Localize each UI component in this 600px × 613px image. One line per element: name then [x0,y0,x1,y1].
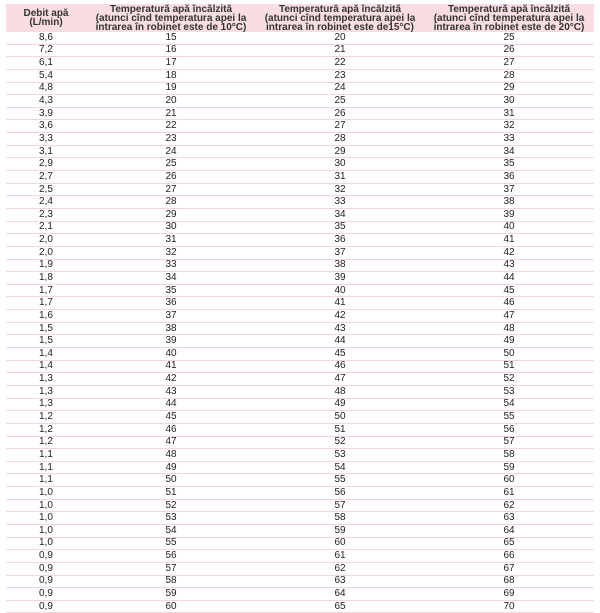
cell-temp-15c: 59 [256,524,424,537]
table-row [6,575,594,588]
cell-temp-15c: 45 [256,348,424,361]
cell-temp-15c: 58 [256,512,424,525]
cell-water-flow: 0,9 [6,562,86,575]
header-line: Temperatură apă încălzită [278,3,402,15]
cell-temp-10c: 17 [86,57,256,70]
cell-temp-10c: 47 [86,436,256,449]
cell-temp-20c: 63 [424,512,594,525]
cell-temp-15c: 64 [256,588,424,601]
cell-temp-15c: 65 [256,600,424,613]
cell-temp-20c: 41 [424,234,594,247]
cell-temp-15c: 50 [256,411,424,424]
cell-temp-20c: 53 [424,385,594,398]
cell-temp-15c: 57 [256,499,424,512]
cell-water-flow: 4,3 [6,95,86,108]
cell-temp-10c: 53 [86,512,256,525]
cell-temp-15c: 27 [256,120,424,133]
cell-water-flow: 1,4 [6,348,86,361]
cell-temp-10c: 33 [86,259,256,272]
cell-temp-10c: 46 [86,423,256,436]
cell-temp-10c: 35 [86,284,256,297]
cell-temp-10c: 20 [86,95,256,108]
cell-temp-20c: 25 [424,32,594,44]
header-line: Debit apă [23,8,69,19]
table-row [6,284,594,297]
cell-temp-10c: 60 [86,600,256,613]
table-row [6,297,594,310]
cell-temp-10c: 44 [86,398,256,411]
cell-temp-20c: 62 [424,499,594,512]
table-row [6,474,594,487]
cell-water-flow: 1,3 [6,385,86,398]
cell-temp-15c: 33 [256,196,424,209]
table-row [6,95,594,108]
cell-temp-10c: 27 [86,183,256,196]
cell-water-flow: 1,1 [6,449,86,462]
cell-temp-15c: 32 [256,183,424,196]
cell-temp-15c: 61 [256,550,424,563]
cell-temp-15c: 56 [256,487,424,500]
cell-temp-10c: 18 [86,69,256,82]
cell-water-flow: 1,2 [6,411,86,424]
table-row [6,436,594,449]
cell-temp-15c: 46 [256,360,424,373]
cell-water-flow: 1,7 [6,284,86,297]
cell-water-flow: 0,9 [6,588,86,601]
header-line: (L/min) [29,17,63,28]
cell-temp-10c: 43 [86,385,256,398]
cell-temp-15c: 51 [256,423,424,436]
table-row [6,423,594,436]
cell-water-flow: 2,5 [6,183,86,196]
table-row [6,158,594,171]
cell-temp-20c: 48 [424,322,594,335]
cell-water-flow: 3,9 [6,107,86,120]
cell-water-flow: 8,6 [6,32,86,44]
cell-temp-20c: 64 [424,524,594,537]
cell-temp-10c: 24 [86,145,256,158]
cell-water-flow: 0,9 [6,550,86,563]
cell-temp-10c: 48 [86,449,256,462]
cell-temp-10c: 50 [86,474,256,487]
table-row [6,600,594,613]
cell-temp-20c: 60 [424,474,594,487]
cell-temp-15c: 39 [256,272,424,285]
cell-temp-20c: 58 [424,449,594,462]
cell-temp-10c: 22 [86,120,256,133]
table-row [6,82,594,95]
cell-temp-15c: 60 [256,537,424,550]
table-row [6,512,594,525]
cell-temp-10c: 16 [86,44,256,57]
cell-temp-10c: 42 [86,373,256,386]
table-row [6,272,594,285]
header-line: intrarea în robinet este de 20°C) [433,21,585,33]
cell-water-flow: 3,1 [6,145,86,158]
cell-water-flow: 1,8 [6,272,86,285]
cell-temp-15c: 53 [256,449,424,462]
cell-temp-15c: 63 [256,575,424,588]
header-line: (atunci cînd temperatura apei la [95,12,247,24]
table-row [6,373,594,386]
cell-water-flow: 1,1 [6,461,86,474]
cell-temp-20c: 68 [424,575,594,588]
cell-temp-10c: 49 [86,461,256,474]
table-row [6,322,594,335]
cell-temp-10c: 28 [86,196,256,209]
table-row [6,411,594,424]
cell-temp-10c: 59 [86,588,256,601]
cell-temp-20c: 44 [424,272,594,285]
cell-temp-10c: 26 [86,171,256,184]
cell-temp-20c: 28 [424,69,594,82]
cell-temp-20c: 30 [424,95,594,108]
cell-temp-15c: 31 [256,171,424,184]
cell-temp-15c: 25 [256,95,424,108]
cell-water-flow: 0,9 [6,600,86,613]
cell-temp-20c: 51 [424,360,594,373]
table-header [6,4,594,32]
table-row [6,360,594,373]
cell-water-flow: 2,4 [6,196,86,209]
header-line: Temperatură apă încălzită [447,3,571,15]
cell-water-flow: 2,1 [6,221,86,234]
cell-temp-20c: 70 [424,600,594,613]
cell-water-flow: 1,4 [6,360,86,373]
cell-temp-10c: 25 [86,158,256,171]
cell-temp-20c: 46 [424,297,594,310]
cell-temp-10c: 37 [86,310,256,323]
cell-water-flow: 1,2 [6,423,86,436]
cell-temp-15c: 41 [256,297,424,310]
table-row [6,145,594,158]
cell-temp-20c: 50 [424,348,594,361]
header-temp-10c [86,4,256,32]
cell-temp-10c: 45 [86,411,256,424]
cell-water-flow: 1,2 [6,436,86,449]
table-row [6,449,594,462]
cell-temp-15c: 29 [256,145,424,158]
cell-temp-20c: 40 [424,221,594,234]
cell-water-flow: 1,5 [6,335,86,348]
cell-water-flow: 1,7 [6,297,86,310]
cell-temp-10c: 36 [86,297,256,310]
cell-water-flow: 6,1 [6,57,86,70]
table-row [6,310,594,323]
header-line: (atunci cînd temperatura apei la [433,12,585,24]
cell-water-flow: 4,8 [6,82,86,95]
cell-temp-20c: 35 [424,158,594,171]
cell-temp-20c: 55 [424,411,594,424]
cell-temp-20c: 66 [424,550,594,563]
table-body [6,32,594,613]
cell-temp-10c: 57 [86,562,256,575]
table-row [6,499,594,512]
cell-temp-10c: 56 [86,550,256,563]
header-line: (atunci cînd temperatura apei la [264,12,416,24]
cell-temp-15c: 48 [256,385,424,398]
header-line: intrarea în robinet este de 10°C) [95,21,247,33]
cell-temp-15c: 44 [256,335,424,348]
cell-water-flow: 0,9 [6,575,86,588]
cell-temp-20c: 31 [424,107,594,120]
cell-temp-20c: 33 [424,133,594,146]
cell-temp-15c: 43 [256,322,424,335]
table-row [6,221,594,234]
cell-water-flow: 1,9 [6,259,86,272]
table-row [6,348,594,361]
table-row [6,32,594,44]
table-row [6,588,594,601]
cell-temp-20c: 59 [424,461,594,474]
table-row [6,120,594,133]
header-row [6,4,594,32]
cell-temp-20c: 65 [424,537,594,550]
cell-temp-15c: 47 [256,373,424,386]
cell-temp-20c: 34 [424,145,594,158]
cell-water-flow: 2,3 [6,208,86,221]
table-row [6,487,594,500]
cell-temp-10c: 19 [86,82,256,95]
cell-temp-15c: 55 [256,474,424,487]
cell-temp-15c: 20 [256,32,424,44]
table-row [6,107,594,120]
cell-temp-20c: 45 [424,284,594,297]
cell-temp-10c: 39 [86,335,256,348]
cell-temp-20c: 61 [424,487,594,500]
cell-temp-15c: 37 [256,246,424,259]
cell-temp-20c: 32 [424,120,594,133]
flow-temperature-table [6,4,594,613]
cell-temp-10c: 32 [86,246,256,259]
table-container [6,4,594,613]
table-row [6,69,594,82]
cell-water-flow: 1,5 [6,322,86,335]
cell-water-flow: 1,3 [6,398,86,411]
cell-temp-10c: 40 [86,348,256,361]
table-row [6,562,594,575]
cell-temp-10c: 23 [86,133,256,146]
header-temp-15c [256,4,424,32]
cell-water-flow: 3,3 [6,133,86,146]
cell-temp-15c: 40 [256,284,424,297]
table-row [6,57,594,70]
cell-temp-10c: 21 [86,107,256,120]
cell-temp-20c: 57 [424,436,594,449]
table-row [6,524,594,537]
cell-temp-10c: 55 [86,537,256,550]
cell-water-flow: 2,9 [6,158,86,171]
cell-water-flow: 1,0 [6,537,86,550]
table-row [6,385,594,398]
cell-temp-20c: 54 [424,398,594,411]
table-row [6,183,594,196]
cell-temp-15c: 42 [256,310,424,323]
cell-water-flow: 1,0 [6,512,86,525]
cell-temp-20c: 52 [424,373,594,386]
cell-temp-20c: 39 [424,208,594,221]
cell-temp-15c: 28 [256,133,424,146]
cell-temp-15c: 54 [256,461,424,474]
cell-water-flow: 1,3 [6,373,86,386]
cell-water-flow: 2,7 [6,171,86,184]
cell-temp-15c: 23 [256,69,424,82]
cell-temp-15c: 24 [256,82,424,95]
cell-temp-15c: 36 [256,234,424,247]
table-row [6,259,594,272]
cell-water-flow: 1,1 [6,474,86,487]
table-row [6,234,594,247]
table-row [6,171,594,184]
table-row [6,461,594,474]
header-water-flow [6,4,86,32]
table-row [6,537,594,550]
cell-water-flow: 2,0 [6,234,86,247]
cell-temp-20c: 36 [424,171,594,184]
header-line: Temperatură apă încălzită [109,3,233,15]
cell-temp-20c: 29 [424,82,594,95]
cell-temp-10c: 30 [86,221,256,234]
table-row [6,208,594,221]
header-line: intrarea în robinet este de15°C) [266,21,414,33]
cell-water-flow: 1,6 [6,310,86,323]
cell-temp-20c: 47 [424,310,594,323]
cell-temp-10c: 41 [86,360,256,373]
cell-temp-15c: 34 [256,208,424,221]
cell-temp-10c: 34 [86,272,256,285]
table-row [6,398,594,411]
cell-water-flow: 3,6 [6,120,86,133]
cell-temp-10c: 38 [86,322,256,335]
cell-temp-10c: 58 [86,575,256,588]
table-row [6,133,594,146]
cell-temp-10c: 52 [86,499,256,512]
cell-water-flow: 1,0 [6,499,86,512]
cell-temp-20c: 27 [424,57,594,70]
cell-water-flow: 5,4 [6,69,86,82]
cell-water-flow: 1,0 [6,487,86,500]
cell-temp-10c: 31 [86,234,256,247]
cell-temp-15c: 38 [256,259,424,272]
table-row [6,44,594,57]
table-row [6,196,594,209]
cell-temp-20c: 26 [424,44,594,57]
cell-temp-10c: 29 [86,208,256,221]
cell-water-flow: 7,2 [6,44,86,57]
cell-temp-20c: 37 [424,183,594,196]
cell-temp-15c: 26 [256,107,424,120]
table-row [6,550,594,563]
cell-temp-15c: 62 [256,562,424,575]
cell-temp-15c: 21 [256,44,424,57]
cell-temp-20c: 67 [424,562,594,575]
cell-temp-15c: 30 [256,158,424,171]
cell-temp-20c: 43 [424,259,594,272]
table-row [6,246,594,259]
cell-temp-10c: 15 [86,32,256,44]
table-row [6,335,594,348]
cell-temp-10c: 51 [86,487,256,500]
header-temp-20c [424,4,594,32]
cell-temp-20c: 69 [424,588,594,601]
cell-temp-10c: 54 [86,524,256,537]
cell-temp-20c: 42 [424,246,594,259]
cell-temp-15c: 35 [256,221,424,234]
cell-temp-15c: 22 [256,57,424,70]
cell-water-flow: 1,0 [6,524,86,537]
cell-temp-15c: 49 [256,398,424,411]
cell-temp-20c: 38 [424,196,594,209]
cell-temp-20c: 49 [424,335,594,348]
cell-temp-20c: 56 [424,423,594,436]
cell-water-flow: 2,0 [6,246,86,259]
cell-temp-15c: 52 [256,436,424,449]
